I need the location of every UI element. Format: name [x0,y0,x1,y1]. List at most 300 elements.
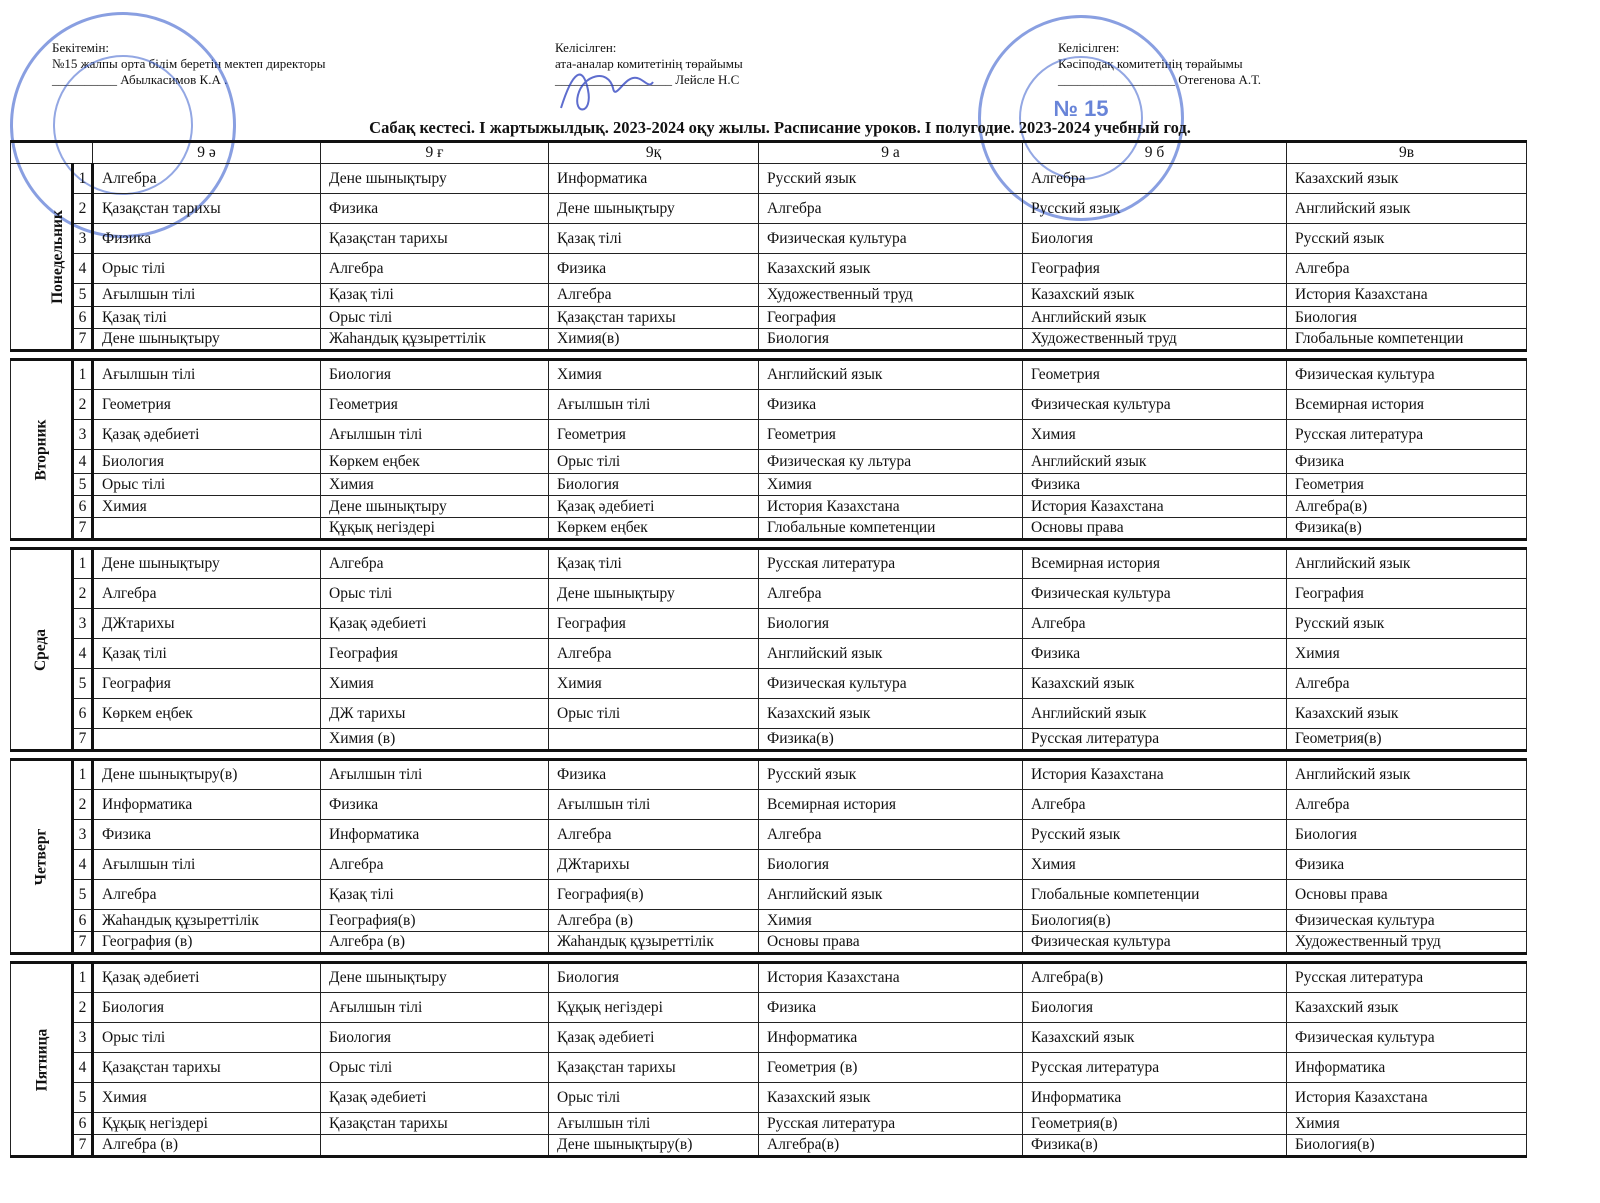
class-header: 9қ [549,142,759,164]
day-name-cell [11,963,73,1157]
lesson-cell: Қазақстан тарихы [549,1053,759,1083]
lesson-cell: Физическая культура [759,224,1023,254]
lesson-cell: Художественный труд [1287,932,1527,954]
lesson-cell: Физическая культура [1287,360,1527,390]
lesson-cell: Информатика [549,164,759,194]
lesson-number: 6 [73,307,93,329]
lesson-number: 5 [73,1083,93,1113]
lesson-cell: Дене шынықтыру [321,164,549,194]
lesson-number: 7 [73,518,93,540]
lesson-cell: Физика [549,760,759,790]
lesson-cell: Казахский язык [1287,993,1527,1023]
lesson-cell: Алгебра [93,579,321,609]
approval-parents-line3: __________________ Лейсле Н.С [555,72,740,87]
lesson-cell: История Казахстана [1023,496,1287,518]
lesson-cell: Геометрия [549,420,759,450]
lesson-cell: Казахский язык [759,254,1023,284]
lesson-cell: Алгебра (в) [93,1135,321,1157]
lesson-cell: Химия [93,496,321,518]
lesson-cell: Физическая культура [759,669,1023,699]
lesson-cell: Английский язык [759,880,1023,910]
lesson-cell: Биология(в) [1287,1135,1527,1157]
day-table [10,140,1527,352]
lesson-cell: Орыс тілі [93,474,321,496]
lesson-cell: Алгебра [549,820,759,850]
lesson-row [11,307,1527,329]
lesson-number: 2 [73,993,93,1023]
lesson-cell: Дене шынықтыру(в) [549,1135,759,1157]
lesson-number: 2 [73,194,93,224]
lesson-cell: Қазақстан тарихы [549,307,759,329]
lesson-number: 4 [73,850,93,880]
lesson-cell: Алгебра [321,254,549,284]
lesson-cell: Қазақ тілі [321,880,549,910]
lesson-cell: Физика [321,790,549,820]
lesson-number: 7 [73,1135,93,1157]
lesson-cell: Қазақ әдебиеті [321,1083,549,1113]
lesson-cell: Основы права [1287,880,1527,910]
lesson-row [11,254,1527,284]
lesson-number: 3 [73,609,93,639]
lesson-cell: География [1287,579,1527,609]
lesson-cell: Информатика [93,790,321,820]
lesson-cell: История Казахстана [759,496,1023,518]
lesson-row [11,963,1527,993]
lesson-number: 4 [73,639,93,669]
lesson-row [11,699,1527,729]
lesson-cell: Құқық негіздері [93,1113,321,1135]
lesson-row [11,579,1527,609]
lesson-cell: Геометрия (в) [759,1053,1023,1083]
lesson-cell: Дене шынықтыру [549,194,759,224]
lesson-cell: Физика [759,390,1023,420]
lesson-row [11,518,1527,540]
lesson-cell: Геометрия(в) [1023,1113,1287,1135]
lesson-row [11,360,1527,390]
lesson-cell: Алгебра [1287,669,1527,699]
approval-union-line1: Келісілген: [1058,40,1120,55]
lesson-cell: Биология [549,474,759,496]
lesson-cell: География (в) [93,932,321,954]
lesson-cell: Биология(в) [1023,910,1287,932]
lesson-number: 3 [73,820,93,850]
lesson-cell: Қазақ әдебиеті [321,609,549,639]
approval-trade-union [1058,40,1261,88]
lesson-cell: Ағылшын тілі [93,360,321,390]
lesson-row [11,993,1527,1023]
lesson-row [11,420,1527,450]
lesson-number: 1 [73,963,93,993]
lesson-cell: Русская литература [1023,1053,1287,1083]
lesson-number: 6 [73,1113,93,1135]
header-blank [11,142,93,164]
lesson-number: 5 [73,669,93,699]
lesson-row [11,669,1527,699]
lesson-cell: Алгебра [1023,164,1287,194]
lesson-number: 4 [73,450,93,474]
lesson-cell: Физика [93,820,321,850]
lesson-cell: Дене шынықтыру(в) [93,760,321,790]
lesson-cell: Русская литература [1287,963,1527,993]
lesson-cell: ДЖтарихы [93,609,321,639]
lesson-cell: Көркем еңбек [549,518,759,540]
class-header-row [11,142,1527,164]
day-table [10,961,1527,1158]
lesson-cell: Дене шынықтыру [549,579,759,609]
lesson-cell: Алгебра (в) [321,932,549,954]
schedule-container [10,140,1510,1158]
lesson-row [11,474,1527,496]
lesson-cell: Русский язык [759,760,1023,790]
lesson-cell: Химия(в) [549,329,759,351]
lesson-cell: Қазақ әдебиеті [93,420,321,450]
lesson-cell: Алгебра (в) [549,910,759,932]
lesson-cell: Алгебра [1287,790,1527,820]
lesson-row [11,850,1527,880]
lesson-cell: История Казахстана [1287,1083,1527,1113]
lesson-cell: Жаһандық құзыреттілік [549,932,759,954]
lesson-cell: Алгебра [759,820,1023,850]
lesson-cell: Английский язык [1023,307,1287,329]
lesson-row [11,639,1527,669]
lesson-cell: Физика [1023,639,1287,669]
lesson-cell: Биология [321,360,549,390]
lesson-cell: География [93,669,321,699]
lesson-cell: Ағылшын тілі [93,850,321,880]
lesson-cell: Физика(в) [1287,518,1527,540]
lesson-cell: Физическая культура [1023,579,1287,609]
lesson-cell: Физическая ку льтура [759,450,1023,474]
lesson-cell: Дене шынықтыру [321,963,549,993]
lesson-cell: Физика [1023,474,1287,496]
lesson-cell: Қазақстан тарихы [93,1053,321,1083]
lesson-cell: Ағылшын тілі [549,790,759,820]
lesson-cell: Көркем еңбек [93,699,321,729]
lesson-cell: Информатика [1023,1083,1287,1113]
lesson-cell: Биология [759,850,1023,880]
lesson-cell: Химия [1287,1113,1527,1135]
lesson-cell: Информатика [759,1023,1023,1053]
approval-parents-line2: ата-аналар комитетінің төрайымы [555,56,743,71]
lesson-cell: Русская литература [1287,420,1527,450]
lesson-cell: История Казахстана [1287,284,1527,307]
lesson-cell: Геометрия [321,390,549,420]
lesson-cell: Жаһандық құзыреттілік [93,910,321,932]
lesson-cell: Орыс тілі [321,1053,549,1083]
lesson-cell: Биология [549,963,759,993]
lesson-cell: Алгебра [759,194,1023,224]
day-name: Среда [32,628,49,671]
lesson-row [11,820,1527,850]
lesson-number: 6 [73,699,93,729]
lesson-cell: Физическая культура [1023,390,1287,420]
lesson-cell: Ағылшын тілі [549,390,759,420]
class-header: 9 а [759,142,1023,164]
lesson-row [11,910,1527,932]
lesson-cell: Художественный труд [759,284,1023,307]
lesson-cell: Геометрия [1023,360,1287,390]
lesson-cell: Қазақ әдебиеті [549,1023,759,1053]
lesson-cell: Геометрия [759,420,1023,450]
lesson-cell: Биология [1023,224,1287,254]
lesson-cell: Дене шынықтыру [93,549,321,579]
lesson-cell: Всемирная история [1287,390,1527,420]
lesson-cell: Алгебра(в) [1287,496,1527,518]
lesson-cell: Ағылшын тілі [549,1113,759,1135]
lesson-cell: Қазақ тілі [321,284,549,307]
lesson-cell: Құқық негіздері [549,993,759,1023]
lesson-cell: История Казахстана [759,963,1023,993]
lesson-cell: Құқық негіздері [321,518,549,540]
lesson-cell: Химия [321,474,549,496]
lesson-cell: Қазақ тілі [93,639,321,669]
lesson-row [11,496,1527,518]
lesson-number: 1 [73,760,93,790]
lesson-cell: Алгебра [93,164,321,194]
lesson-cell: Казахский язык [1287,699,1527,729]
lesson-cell: Алгебра [1023,790,1287,820]
lesson-cell: Информатика [1287,1053,1527,1083]
lesson-cell: Химия (в) [321,729,549,751]
class-header: 9в [1287,142,1527,164]
lesson-row [11,790,1527,820]
lesson-cell: Биология [1023,993,1287,1023]
lesson-cell: Ағылшын тілі [321,420,549,450]
lesson-cell: Биология [759,609,1023,639]
lesson-row [11,164,1527,194]
lesson-cell: Химия [93,1083,321,1113]
day-name-cell [11,164,73,351]
day-table [10,547,1527,752]
lesson-cell: Орыс тілі [549,699,759,729]
lesson-cell: Физика(в) [759,729,1023,751]
lesson-cell: География [1023,254,1287,284]
lesson-cell: Алгебра [321,850,549,880]
lesson-cell: Русский язык [1287,224,1527,254]
day-name: Понедельник [48,209,66,304]
lesson-cell: Қазақ тілі [549,549,759,579]
approval-director-line1: Бекітемін: [52,40,110,55]
lesson-cell: Английский язык [1287,549,1527,579]
lesson-row [11,224,1527,254]
lesson-cell: Английский язык [759,360,1023,390]
lesson-number: 2 [73,579,93,609]
lesson-number: 7 [73,932,93,954]
lesson-number: 5 [73,284,93,307]
lesson-row [11,1053,1527,1083]
lesson-cell: Английский язык [759,639,1023,669]
lesson-cell: Алгебра [1023,609,1287,639]
lesson-row [11,1113,1527,1135]
lesson-cell: История Казахстана [1023,760,1287,790]
lesson-cell: Қазақ әдебиеті [549,496,759,518]
lesson-cell: Дене шынықтыру [93,329,321,351]
lesson-number: 5 [73,880,93,910]
lesson-cell: Русская литература [759,1113,1023,1135]
lesson-cell: Химия [321,669,549,699]
lesson-cell: Русская литература [1023,729,1287,751]
lesson-cell: Информатика [321,820,549,850]
lesson-cell: Биология [1287,820,1527,850]
lesson-cell [93,729,321,751]
lesson-row [11,880,1527,910]
lesson-cell [321,1135,549,1157]
lesson-number: 4 [73,254,93,284]
schedule-title: Сабақ кестесі. І жартыжылдық. 2023-2024 оқу жылы. Расписание уроков. І полугодие. 2023-2024 учебный год. [369,118,1191,137]
lesson-number: 3 [73,420,93,450]
lesson-cell: Биология [93,450,321,474]
lesson-cell: Химия [1287,639,1527,669]
lesson-row [11,1083,1527,1113]
lesson-cell: Английский язык [1287,760,1527,790]
approval-union-line2: Кәсіподақ комитетінің төрайымы [1058,56,1243,71]
lesson-cell: Казахский язык [1287,164,1527,194]
lesson-cell: Ағылшын тілі [93,284,321,307]
lesson-number: 6 [73,910,93,932]
lesson-cell: Биология [759,329,1023,351]
approval-parents-committee [555,40,743,88]
lesson-cell: Алгебра [1287,254,1527,284]
lesson-cell: Казахский язык [1023,669,1287,699]
class-header: 9 ә [93,142,321,164]
day-name: Пятница [33,1028,51,1091]
lesson-cell: Русский язык [1023,820,1287,850]
lesson-cell: Геометрия [1287,474,1527,496]
day-table [10,358,1527,541]
class-header: 9 б [1023,142,1287,164]
lesson-row [11,1023,1527,1053]
lesson-row [11,729,1527,751]
lesson-cell: Орыс тілі [93,254,321,284]
lesson-cell: Алгебра [549,284,759,307]
lesson-cell: Геометрия(в) [1287,729,1527,751]
lesson-cell: Казахский язык [759,699,1023,729]
lesson-number: 7 [73,329,93,351]
lesson-cell: Физическая культура [1023,932,1287,954]
lesson-cell: Көркем еңбек [321,450,549,474]
lesson-cell [93,518,321,540]
lesson-cell: Казахский язык [1023,284,1287,307]
lesson-cell: География(в) [549,880,759,910]
lesson-cell: Алгебра(в) [759,1135,1023,1157]
lesson-number: 1 [73,164,93,194]
lesson-cell: Физика [759,993,1023,1023]
day-name-cell [11,760,73,954]
lesson-cell: Английский язык [1023,450,1287,474]
lesson-cell: Алгебра [321,549,549,579]
lesson-cell: География [549,609,759,639]
approval-director [52,40,325,88]
lesson-cell: Русский язык [759,164,1023,194]
lesson-cell: География [321,639,549,669]
lesson-cell: Русская литература [759,549,1023,579]
lesson-cell: ДЖ тарихы [321,699,549,729]
lesson-cell: Химия [549,669,759,699]
lesson-cell [549,729,759,751]
lesson-cell: Орыс тілі [321,307,549,329]
lesson-cell: Английский язык [1287,194,1527,224]
approval-director-line3: __________ Абылкасимов К.А . [52,72,228,87]
lesson-cell: Глобальные компетенции [1287,329,1527,351]
lesson-cell: География [759,307,1023,329]
lesson-cell: Физика(в) [1023,1135,1287,1157]
lesson-cell: Физика [321,194,549,224]
lesson-row [11,549,1527,579]
lesson-cell: Қазақ тілі [93,307,321,329]
lesson-cell: Физическая культура [1287,910,1527,932]
lesson-cell: Физика [1287,450,1527,474]
lesson-cell: Химия [1023,850,1287,880]
day-name-cell [11,549,73,751]
lesson-cell: Алгебра [759,579,1023,609]
lesson-cell: Қазақстан тарихы [321,1113,549,1135]
lesson-cell: Алгебра(в) [1023,963,1287,993]
lesson-cell: Физическая культура [1287,1023,1527,1053]
lesson-cell: Алгебра [93,880,321,910]
lesson-cell: Ағылшын тілі [321,993,549,1023]
lesson-cell: Физика [549,254,759,284]
lesson-cell: Геометрия [93,390,321,420]
lesson-cell: Художественный труд [1023,329,1287,351]
lesson-cell: Физика [93,224,321,254]
lesson-number: 2 [73,390,93,420]
day-table [10,758,1527,955]
lesson-row [11,450,1527,474]
lesson-cell: Всемирная история [759,790,1023,820]
lesson-row [11,284,1527,307]
lesson-row [11,1135,1527,1157]
lesson-cell: Русский язык [1287,609,1527,639]
lesson-cell: Биология [321,1023,549,1053]
lesson-cell: Дене шынықтыру [321,496,549,518]
lesson-cell: Химия [759,474,1023,496]
lesson-cell: Биология [1287,307,1527,329]
day-name: Четверг [32,828,49,885]
lesson-cell: Қазақстан тарихы [321,224,549,254]
lesson-row [11,760,1527,790]
lesson-number: 1 [73,360,93,390]
lesson-cell: Ағылшын тілі [321,760,549,790]
lesson-cell: Алгебра [549,639,759,669]
lesson-cell: Всемирная история [1023,549,1287,579]
day-name-cell [11,360,73,540]
lesson-row [11,194,1527,224]
lesson-cell: Казахский язык [759,1083,1023,1113]
lesson-number: 3 [73,224,93,254]
lesson-cell: Орыс тілі [321,579,549,609]
lesson-number: 7 [73,729,93,751]
lesson-cell: Химия [549,360,759,390]
lesson-number: 1 [73,549,93,579]
lesson-number: 2 [73,790,93,820]
lesson-number: 3 [73,1023,93,1053]
lesson-row [11,609,1527,639]
lesson-cell: Казахский язык [1023,1023,1287,1053]
lesson-cell: ДЖтарихы [549,850,759,880]
lesson-row [11,329,1527,351]
lesson-cell: Химия [1023,420,1287,450]
approval-parents-line1: Келісілген: [555,40,617,55]
lesson-cell: Орыс тілі [93,1023,321,1053]
lesson-row [11,932,1527,954]
lesson-cell: Қазақ әдебиеті [93,963,321,993]
day-name: Вторник [32,419,50,480]
lesson-cell: География(в) [321,910,549,932]
lesson-cell: Глобальные компетенции [759,518,1023,540]
lesson-cell: Физика [1287,850,1527,880]
lesson-cell: Глобальные компетенции [1023,880,1287,910]
lesson-cell: Основы права [759,932,1023,954]
